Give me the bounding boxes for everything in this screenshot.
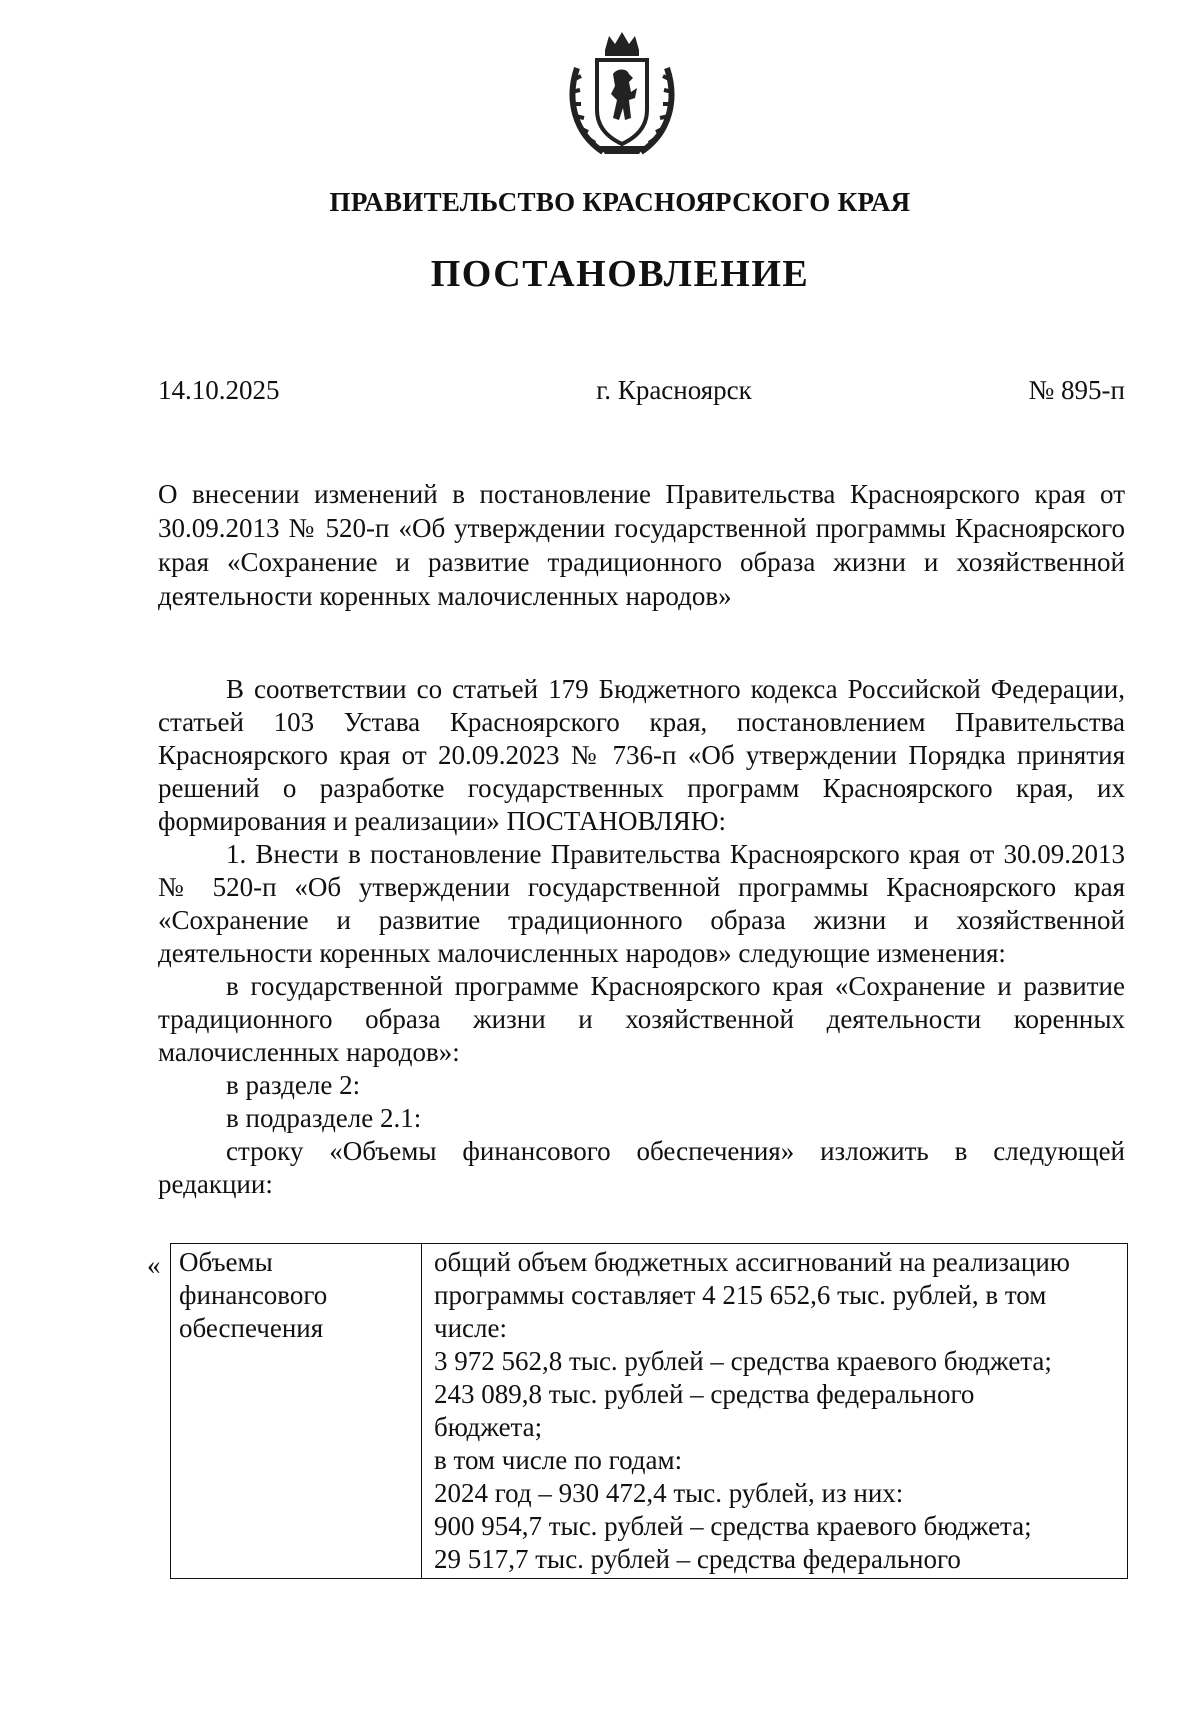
- value-line: 900 954,7 тыс. рублей – средства краевого бюджета;: [434, 1511, 1032, 1541]
- preamble-paragraph: В соответствии со статьей 179 Бюджетного кодекса Российской Федерации, статьей 103 Устава Красноярского края, постановлением Правительства Красноярского края от 20.09.2023 № 736-п «Об утверждении Порядка принятия решений о разработке государственных программ Красноярского края, их формирования и реализации» ПОСТАНОВЛЯЮ:: [158, 674, 1125, 836]
- program-intro-paragraph: в государственной программе Красноярского края «Сохранение и развитие традиционного образа жизни и хозяйственной деятельности коренных малочисленных народов»:: [158, 971, 1125, 1067]
- value-line: программы составляет 4 215 652,6 тыс. рублей, в том: [434, 1280, 1047, 1310]
- table-open-quote: «: [147, 1250, 161, 1280]
- section-line: в разделе 2:: [226, 1070, 361, 1100]
- value-line: 243 089,8 тыс. рублей – средства федерального: [434, 1379, 975, 1409]
- value-line: числе:: [434, 1313, 507, 1343]
- document-type-title: ПОСТАНОВЛЕНИЕ: [430, 253, 810, 295]
- document-city: г. Красноярск: [596, 375, 752, 405]
- value-line: 3 972 562,8 тыс. рублей – средства краевого бюджета;: [434, 1346, 1052, 1376]
- instruction-paragraph: строку «Объемы финансового обеспечения» изложить в следующей редакции:: [158, 1136, 1125, 1199]
- financing-value-cell: [422, 1244, 1128, 1579]
- document-subject: О внесении изменений в постановление Правительства Красноярского края от 30.09.2013 № 520-п «Об утверждении государственной программы Красноярского края «Сохранение и развитие традиционного образа жизни и хозяйственной деятельности коренных малочисленных народов»: [158, 479, 1125, 611]
- document-number: № 895-п: [1028, 375, 1125, 405]
- document-date: 14.10.2025: [158, 375, 280, 405]
- value-line: 2024 год – 930 472,4 тыс. рублей, из них:: [434, 1478, 904, 1508]
- item-1-paragraph: 1. Внести в постановление Правительства Красноярского края от 30.09.2013 № 520-п «Об утверждении государственной программы Красноярского края «Сохранение и развитие традиционного образа жизни и хозяйственной деятельности коренных малочисленных народов» следующие изменения:: [158, 839, 1125, 968]
- value-line: 29 517,7 тыс. рублей – средства федерального: [434, 1544, 961, 1574]
- government-name: ПРАВИТЕЛЬСТВО КРАСНОЯРСКОГО КРАЯ: [329, 187, 911, 217]
- financing-label-cell: Объемы финансового обеспечения: [171, 1244, 422, 1579]
- document-body: [158, 673, 1125, 1201]
- value-line: в том числе по годам:: [434, 1445, 683, 1475]
- value-line: общий объем бюджетных ассигнований на реализацию: [434, 1247, 1070, 1277]
- subsection-line: в подразделе 2.1:: [226, 1103, 422, 1133]
- value-line: бюджета;: [434, 1412, 543, 1442]
- coat-of-arms-icon: [563, 28, 681, 158]
- table-row: [171, 1244, 1128, 1579]
- financing-table: [170, 1243, 1128, 1579]
- document-meta-row: [158, 375, 1125, 406]
